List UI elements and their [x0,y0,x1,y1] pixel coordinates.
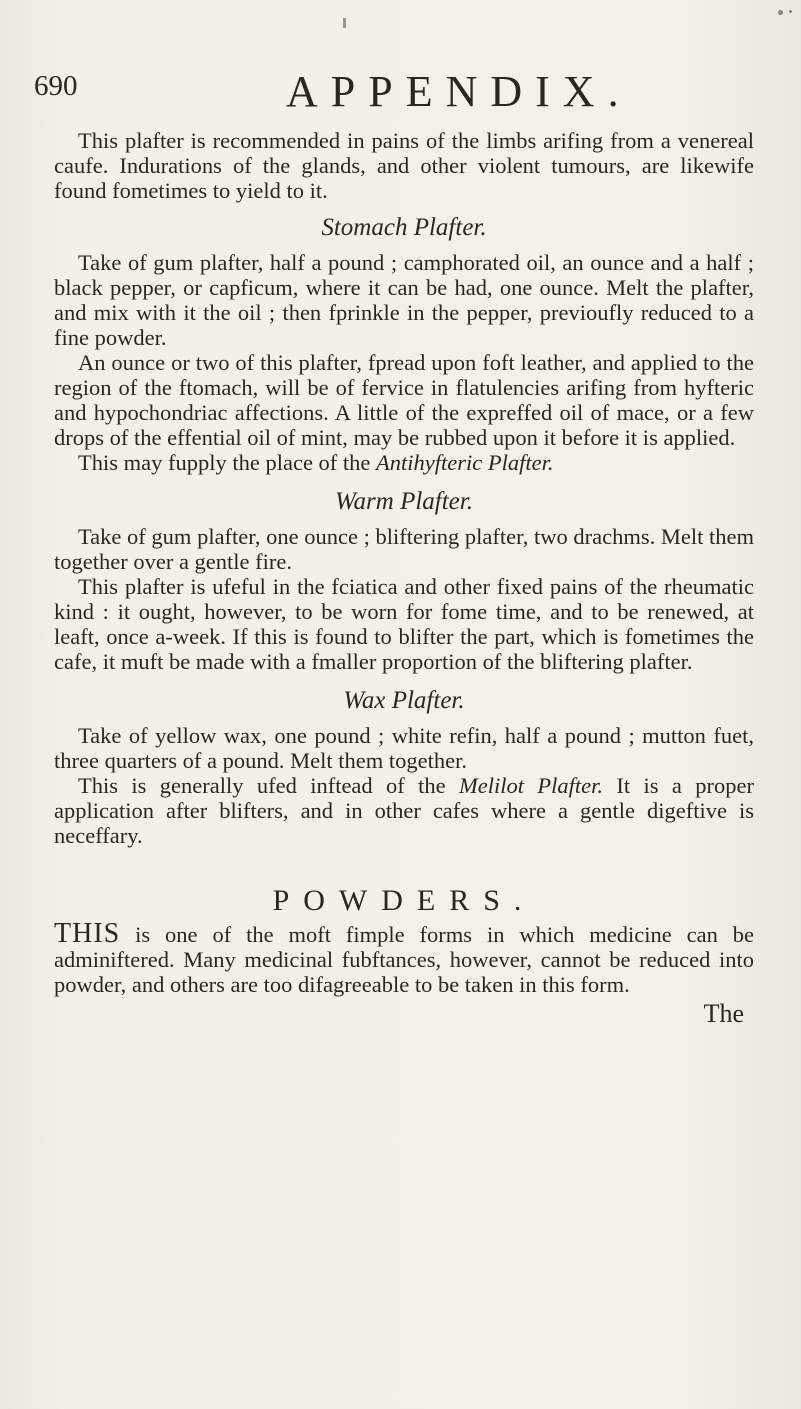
italic-reference: Antihyfteric Plafter. [376,450,554,475]
section-title-powders: POWDERS. [272,884,536,917]
running-head: APPENDIX. [286,67,632,116]
paragraph: Take of yellow wax, one pound ; white refin, half a pound ; mutton fuet, three quarters of a pound. Melt them together. [54,723,754,773]
paragraph-text: This may fupply the place of the [78,450,377,475]
paragraph: An ounce or two of this plafter, fpread upon foft leather, and applied to the region of the ftomach, will be of fervice in flatulencies arifing from hyfteric and hypochondriac affections. A little of the expreffed oil of mace, or a few drops of the effential oil of mint, may be rubbed upon it before it is applied. [54,350,754,450]
scan-speck [789,10,792,13]
paragraph-text: is one of the moft fimple forms in which medicine can be adminiftered. Many medicinal fubftances, however, cannot be reduced into powder, and others are too difagreeable to be taken in this form. [54,922,754,997]
paragraph [54,450,754,475]
paragraph-text: It is a proper application after blifters, and in other cafes where a gentle digeftive is neceffary. [54,773,754,848]
paragraph: This plafter is ufeful in the fciatica and other fixed pains of the rheumatic kind : it ought, however, to be worn for fome time, and to be renewed, at leaft, once a-week. If this is found to blifter the part, which is fometimes the cafe, it muft be made with a fmaller proportion of the bliftering plafter. [54,574,754,674]
page-number: 690 [34,70,78,102]
paragraph: This plafter is recommended in pains of the limbs arifing from a venereal caufe. Indurations of the glands, and other violent tumours, are likewife found fometimes to yield to it. [54,128,754,203]
section-heading-warm-plaster: Warm Plafter. [335,488,473,515]
scan-speck [343,18,346,28]
drop-cap-word: THIS [54,918,121,949]
section-heading-wax-plaster: Wax Plafter. [343,687,465,714]
body-text [54,128,754,1026]
paragraph-text: This is generally ufed inftead of the [78,773,460,798]
page-header [34,66,754,116]
scan-speck [778,10,783,15]
section-heading-stomach-plaster: Stomach Plafter. [321,214,487,241]
catchword: The [703,999,744,1028]
paragraph: Take of gum plafter, half a pound ; camphorated oil, an ounce and a half ; black pepper, or capficum, where it can be had, one ounce. Melt the plafter, and mix with it the oil ; then fprinkle in the pepper, previoufly reduced to a fine powder. [54,250,754,350]
italic-reference: Melilot Plafter. [459,773,604,798]
paragraph: Take of gum plafter, one ounce ; bliftering plafter, two drachms. Melt them together over a gentle fire. [54,524,754,574]
paragraph [54,773,754,848]
paragraph [54,918,754,997]
